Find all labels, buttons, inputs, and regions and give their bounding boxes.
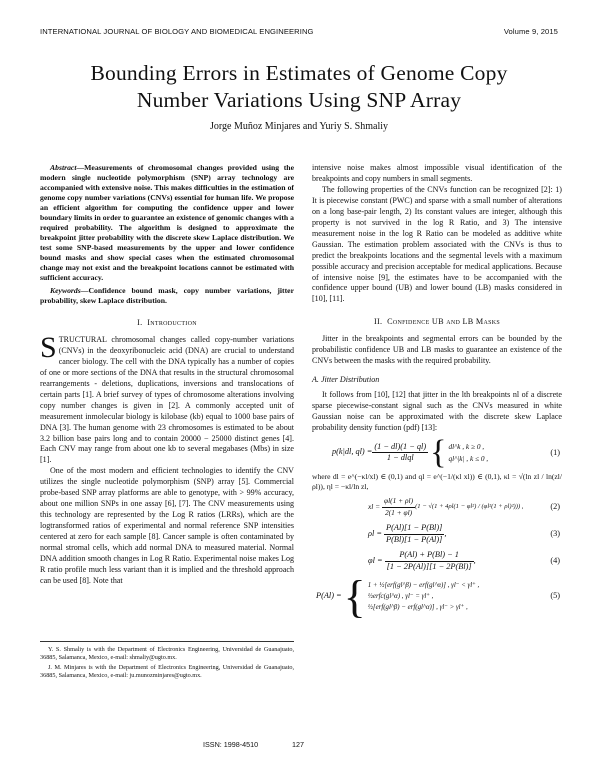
eq1-fraction (372, 442, 428, 465)
footnote-1: Y. S. Shmaliy is with the Department of Electronics Engineering, Universidad de Guanajuato, 36885, Salamanca, Mexico, e-mail: shmaliy@ugto.mx. (40, 646, 294, 661)
abstract-label: Abstract (50, 163, 77, 172)
eq4-numerator: P(Al) + P(Bl) − 1 (385, 550, 474, 562)
section-title: Confidence UB and LB Masks (387, 317, 500, 327)
eq3-denominator: P(Bl)[1 − P(Al)] (386, 534, 443, 544)
intro-paragraph-2: One of the most modern and efficient technologies to identify the CNV utilizes the single nucleotide polymorphism (SNP) array [5]. Commercial probe-based SNP array platforms are able to genotype, with > 99% accuracy, about one million SNPs in one assay [6], [7]. The CNV measurements using this technology are represented by the Log R ratios (LRRs), which are the logtransformed ratios of experimental and normal reference SNP intensities centered at zero for each sample [8]. Cancer sample is often contaminated by normal stromal cells, which add normal DNA to measured material. Normal DNA addition smooth changes in Log R Ratio. Experimental noise makes Log R ratio profile much less variant than it is implied and the threshold approach can be used [8]. Note that (40, 466, 294, 585)
abstract-text: —Measurements of chromosomal changes provided using the modern single nucleotide polymorphism (SNP) array technology are accompanied with extensive noise. This makes difficulties in the estimation of genome copy number variations (CNVs) essential for human life. We propose an efficient algorithm for computing the confidence upper and lower boundary limits in order to guarantee an existence of genomic changes with a required probability. The algorithm is designed to approximate the breakpoint jitter probability with the discrete skew Laplace distribution. We test some SNP-based measurements by the upper and lower confidence bound masks and show special cases when the estimated chromosomal change may not exist and the breakpoint locations cannot be estimated with sufficient accuracy. (40, 163, 294, 282)
section2-paragraph: Jitter in the breakpoints and segmental errors can be bounded by the probabilistic confidence UB and LB masks to guarantee an existence of the CNVs between the masks with the required probability. (312, 334, 562, 366)
right-paragraph-2: The following properties of the CNVs function can be recognized [2]: 1) It is piecewise constant (PWC) and sparse with a small number of alterations on a long base-pair length, 2) Its constant values are integer, although this property is not survived in the log R Ratio, and 3) The intensive measurement noise in the log R Ratio can be modeled as additive white Gaussian. The estimation problem associated with the CNVs is thus to predict the breakpoints locations and the segmental levels with a maximum possible accuracy and precision acceptable for medical applications. Because of intensive noise [9], the estimates have to be accompanied with the confidence upper bound (UB) and lower bound (LB) masks considered in [10], [11]. (312, 184, 562, 304)
subsection-heading: A. Jitter Distribution (312, 375, 380, 385)
section-heading-introduction (40, 318, 294, 329)
paper-title (40, 60, 558, 114)
section-number: I. (137, 318, 143, 327)
equation-3 (312, 523, 562, 546)
abstract (40, 163, 294, 283)
eq4-lhs: φl = (368, 555, 383, 565)
title-line-1: Bounding Errors in Estimates of Genome Copy (90, 61, 508, 85)
title-line-2: Number Variations Using SNP Array (136, 88, 462, 112)
eq2-fraction (382, 496, 415, 519)
intro-text-1: TRUCTURAL chromosomal changes called copy-number variations (CNVs) in the deoxyribonucleic acid (DNA) are crucial to understand cancer biology. The cell with the DNA typically has a number of copies of one or more sections of the DNA that results in the structural chromosomal rearrangements - deletions, duplications, inversions and translocations of certain parts [1]. A brief survey of types of chromosome alterations involving copy number changes is given in [2]. A commonly accepted unit of measurement inmolecular biology is kilobase (kb) equal to 1000 base pairs of DNA [3]. The human genome with 23 chromosomes is estimated to be about 3.2 billion base pairs long and to contain 20000 − 25000 distinct genes [4]. Each CNV may range from about one kb to several megabases (Mbs) in size [1]. (40, 334, 294, 465)
eq3-numerator: P(Al)[1 − P(Bl)] (384, 523, 444, 535)
eq1-denominator: 1 − dlql (386, 453, 414, 463)
intro-paragraph-1 (40, 330, 294, 466)
eq4-denominator: [1 − 2P(Al)][1 − 2P(Bl)] (386, 561, 472, 571)
page-number: 127 (292, 740, 304, 749)
journal-name: INTERNATIONAL JOURNAL OF BIOLOGY AND BIOMEDICAL ENGINEERING (40, 27, 314, 36)
running-header (40, 27, 558, 39)
footnote-rule (40, 641, 294, 642)
drop-cap: S (40, 330, 57, 364)
keywords-text: —Confidence bound mask, copy number variations, jitter probability, skew Laplace distribution. (40, 286, 294, 305)
eq1-cases (448, 441, 488, 465)
right-column (312, 163, 562, 621)
section-heading-masks (312, 317, 562, 328)
equation-2 (312, 496, 562, 519)
eq5-brace: { (343, 570, 366, 622)
eq5-lhs: P(Al) = (316, 591, 342, 601)
eq5-number: (5) (550, 590, 560, 600)
eq5-case-2: ½erfc(gl^α) , γl⁻ = γl⁺ , (367, 593, 434, 601)
eq5-case-3: ½[erf(gl^β) − erf(gl^α)] , γl⁻ > γl⁺ , (367, 604, 468, 612)
eq1-case-2: ql^|k| , k ≤ 0 , (448, 453, 489, 463)
eq5-cases (368, 580, 479, 613)
eq3-fraction (384, 522, 447, 546)
eq4-fraction (385, 550, 474, 573)
volume-label: Volume 9, 2015 (503, 27, 558, 36)
eq3-lhs: ρl = (368, 528, 382, 538)
eq1-number: (1) (550, 447, 560, 457)
section-number: II. (373, 317, 383, 327)
authors: Jorge Muñoz Minjares and Yuriy S. Shmaliy (209, 121, 389, 132)
eq1-lhs: p(k|dl, ql) = (332, 447, 373, 457)
eq4-tail: , (473, 555, 476, 565)
eq4-number: (4) (550, 555, 560, 565)
footnote-2: J. M. Minjares is with the Department of Electronics Engineering, Universidad de Guanajuato, 36885, Salamanca, Mexico, e-mail: ju.munozminjares@ugto.mx. (40, 664, 294, 679)
equation-5 (312, 570, 562, 622)
eq2-number: (2) (550, 501, 560, 511)
right-paragraph-1: intensive noise makes almost impossible visual identification of the breakpoints and copy numbers in small segments. (312, 163, 562, 183)
eq2-numerator: φl(1 + ρl) (382, 496, 415, 508)
eq1-case-1: dl^k , k ≥ 0 , (448, 441, 485, 451)
section-title: Introduction (147, 318, 197, 327)
jitter-paragraph: It follows from [10], [12] that jitter in the lth breakpoints nl of a discrete sparse piecewise-constant signal such as the CNVs measured in white Gaussian noise can be approximated with the discrete skew Laplace probability density function (pdf) [13]: (312, 390, 562, 433)
eq3-tail: , (444, 528, 447, 538)
eq1-numerator: (1 − dl)(1 − ql) (372, 442, 428, 454)
equation-4 (312, 550, 562, 573)
eq3-number: (3) (550, 528, 560, 538)
eq2-rest: (1 − √(1 + 4ρl(1 − φl²) / (φl²(1 + ρl)²))) , (415, 502, 524, 510)
eq2-denominator: 2(1 + φl) (384, 507, 413, 517)
where-clause: where dl = e^(−κl/xl) ∈ (0,1) and ql = e^(−1/(κl xl)) ∈ (0,1), κl = √(ln zl / ln(zl/ρl)), ηl = −κl/ln zl, (312, 471, 562, 491)
issn: ISSN: 1998-4510 (203, 740, 259, 749)
eq2-lhs: xl = (368, 501, 381, 511)
left-column (40, 163, 294, 587)
eq5-case-1: 1 + ½[erf(gl^β) − erf(gl^α)] , γl⁻ < γl⁺ , (367, 582, 480, 590)
equation-1 (312, 433, 562, 471)
eq1-brace: { (430, 433, 447, 471)
keywords-label: Keywords (50, 286, 81, 295)
keywords (40, 286, 294, 306)
footnotes (40, 641, 294, 682)
